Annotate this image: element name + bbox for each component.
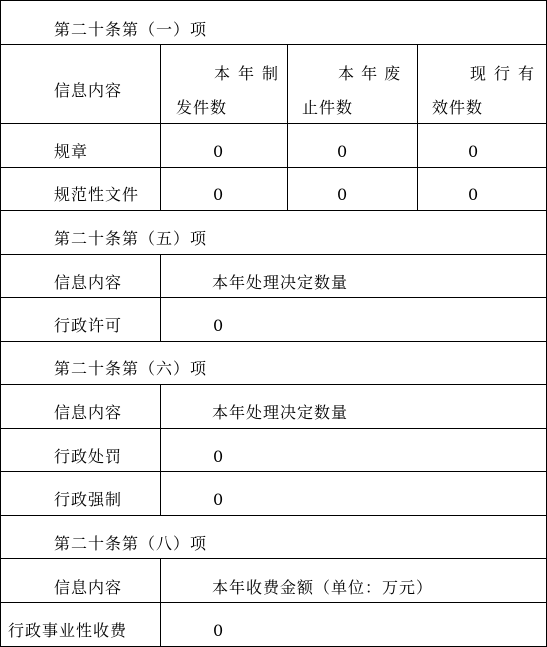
row-label: 行政强制 (54, 490, 123, 509)
col-divider (160, 384, 161, 515)
row-divider (0, 254, 547, 255)
row-divider (0, 210, 547, 211)
col-header-decisions: 本年处理决定数量 (212, 273, 349, 292)
section-title: 第二十条第（六）项 (54, 359, 208, 378)
info-content-label: 信息内容 (54, 81, 123, 100)
row-value: 0 (337, 142, 348, 161)
info-content-label: 信息内容 (54, 578, 123, 597)
section-title: 第二十条第（一）项 (54, 20, 208, 39)
row-divider (0, 558, 547, 559)
col-divider (417, 44, 418, 210)
row-value: 0 (213, 447, 224, 466)
info-content-label: 信息内容 (54, 403, 123, 422)
row-divider (0, 341, 547, 342)
row-value: 0 (337, 185, 348, 204)
row-label: 行政事业性收费 (8, 621, 128, 640)
table-border-top (0, 0, 547, 1)
row-divider (0, 167, 547, 168)
row-value: 0 (213, 621, 224, 640)
col-divider (287, 44, 288, 210)
row-value: 0 (213, 316, 224, 335)
row-value: 0 (213, 142, 224, 161)
row-divider (0, 44, 547, 45)
row-label: 行政处罚 (54, 447, 123, 466)
col-header-current-2: 效件数 (432, 98, 484, 117)
col-divider (160, 44, 161, 210)
col-divider (160, 254, 161, 341)
col-header-current: 现行有 (470, 64, 543, 83)
row-divider (0, 602, 547, 603)
row-label: 规章 (54, 142, 89, 161)
row-divider (0, 123, 547, 124)
row-label: 行政许可 (54, 316, 123, 335)
col-header-abolished-2: 止件数 (302, 98, 354, 117)
row-value: 0 (468, 185, 479, 204)
row-divider (0, 428, 547, 429)
section-title: 第二十条第（八）项 (54, 534, 208, 553)
row-divider (0, 471, 547, 472)
col-divider (160, 558, 161, 647)
section-title: 第二十条第（五）项 (54, 229, 208, 248)
col-header-issued-2: 发件数 (176, 98, 228, 117)
col-header-decisions: 本年处理决定数量 (212, 403, 349, 422)
table-border-left (0, 0, 1, 647)
row-value: 0 (468, 142, 479, 161)
row-divider (0, 515, 547, 516)
row-divider (0, 297, 547, 298)
col-header-fee-amount: 本年收费金额（单位：万元） (212, 578, 434, 597)
row-label: 规范性文件 (54, 185, 140, 204)
row-value: 0 (213, 490, 224, 509)
col-header-issued: 本年制 (214, 64, 287, 83)
col-header-abolished: 本 年 废 (338, 64, 402, 83)
row-value: 0 (213, 185, 224, 204)
info-content-label: 信息内容 (54, 273, 123, 292)
row-divider (0, 384, 547, 385)
